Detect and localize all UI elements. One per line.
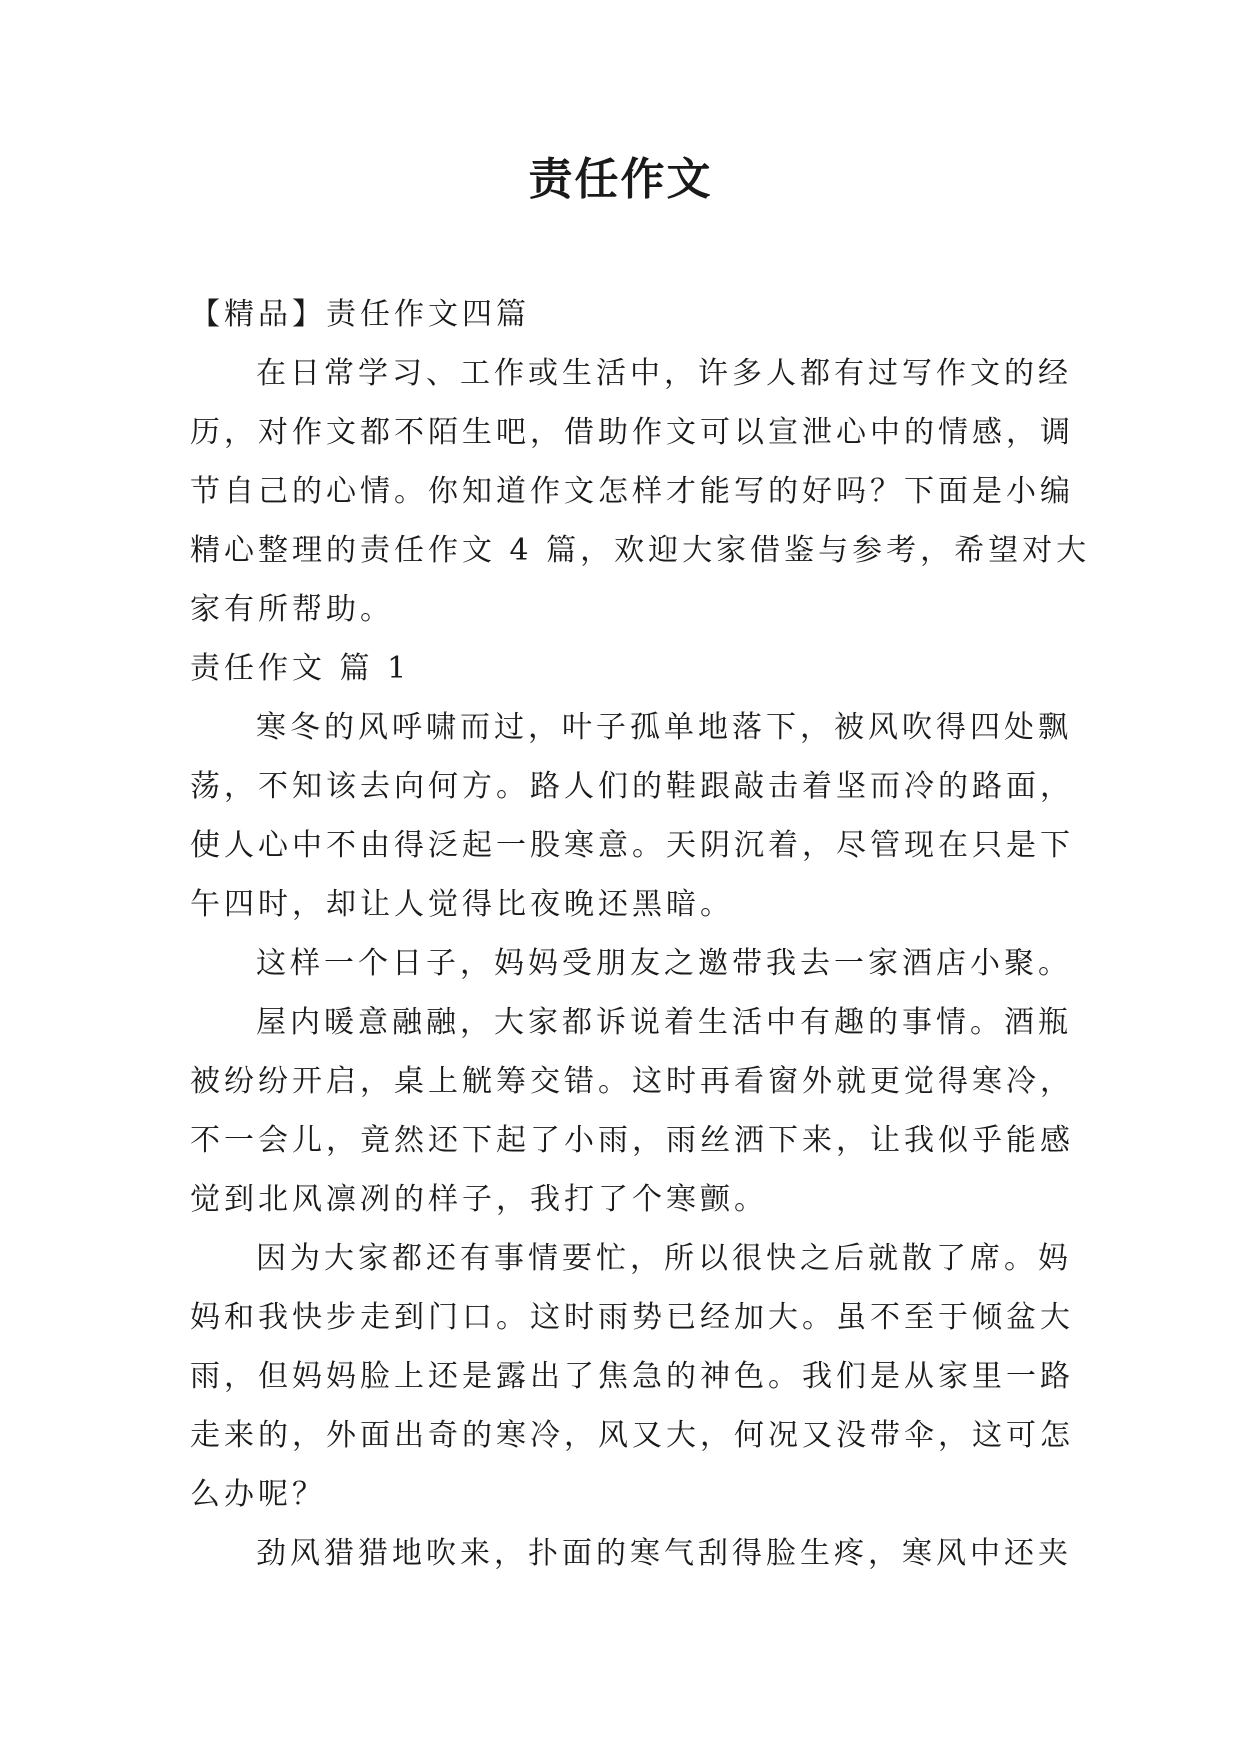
text-line: 【精品】责任作文四篇 — [190, 297, 530, 332]
document-body — [190, 285, 1091, 1583]
text-line: 屋内暖意融融，大家都诉说着生活中有趣的事情。酒瓶 — [256, 1005, 1072, 1040]
text-line: 觉到北风凛冽的样子，我打了个寒颤。 — [190, 1182, 768, 1217]
text-line: 么办呢？ — [190, 1477, 326, 1512]
text-line: 这样一个日子，妈妈受朋友之邀带我去一家酒店小聚。 — [256, 946, 1072, 981]
text-line: 历，对作文都不陌生吧，借助作文可以宣泄心中的情感，调 — [190, 415, 1074, 450]
text-line: 寒冬的风呼啸而过，叶子孤单地落下，被风吹得四处飘 — [256, 710, 1072, 745]
text-line: 节自己的心情。你知道作文怎样才能写的好吗？下面是小编 — [190, 474, 1074, 509]
text-line: 家有所帮助。 — [190, 592, 394, 627]
text-line: 劲风猎猎地吹来，扑面的寒气刮得脸生疼，寒风中还夹 — [256, 1536, 1072, 1571]
text-line: 不一会儿，竟然还下起了小雨，雨丝洒下来，让我似乎能感 — [190, 1123, 1074, 1158]
text-line: 雨，但妈妈脸上还是露出了焦急的神色。我们是从家里一路 — [190, 1359, 1074, 1394]
text-line: 因为大家都还有事情要忙，所以很快之后就散了席。妈 — [256, 1241, 1072, 1276]
text-line: 使人心中不由得泛起一股寒意。天阴沉着，尽管现在只是下 — [190, 828, 1074, 863]
text-line: 午四时，却让人觉得比夜晚还黑暗。 — [190, 887, 734, 922]
text-line: 走来的，外面出奇的寒冷，风又大，何况又没带伞，这可怎 — [190, 1418, 1074, 1453]
text-line: 妈和我快步走到门口。这时雨势已经加大。虽不至于倾盆大 — [190, 1300, 1074, 1335]
text-line: 荡，不知该去向何方。路人们的鞋跟敲击着坚而冷的路面， — [190, 769, 1074, 804]
text-line: 责任作文 篇 1 — [190, 651, 411, 686]
text-line: 被纷纷开启，桌上觥筹交错。这时再看窗外就更觉得寒冷， — [190, 1064, 1074, 1099]
text-line: 在日常学习、工作或生活中，许多人都有过写作文的经 — [256, 356, 1072, 391]
page-title: 责任作文 — [528, 154, 713, 205]
text-line: 精心整理的责任作文 4 篇，欢迎大家借鉴与参考，希望对大 — [190, 533, 1091, 568]
